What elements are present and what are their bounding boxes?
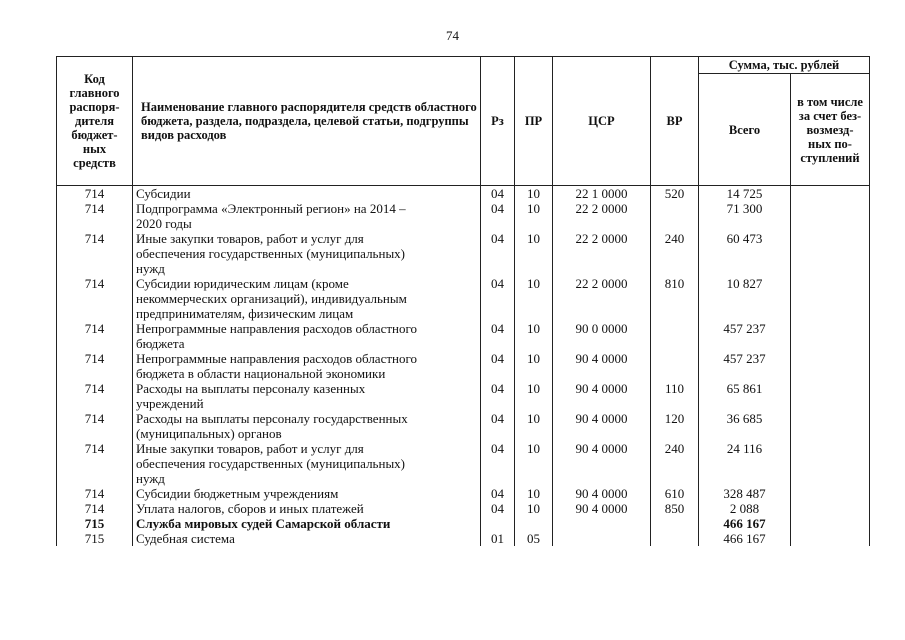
header-csr: ЦСР [553,57,651,186]
cell-total: 466 167 [699,516,791,531]
cell-vr [651,321,699,351]
cell-total: 457 237 [699,321,791,351]
cell-grants [791,516,870,531]
cell-name: Расходы на выплаты персоналу государственных (муниципальных) органов [133,411,481,441]
cell-csr: 22 2 0000 [553,231,651,276]
cell-name: Иные закупки товаров, работ и услуг для обеспечения государственных (муниципальных) нужд [133,231,481,276]
cell-vr [651,201,699,231]
cell-pr: 10 [515,381,553,411]
cell-total: 60 473 [699,231,791,276]
cell-vr: 810 [651,276,699,321]
table-row [57,441,870,486]
cell-code: 714 [57,486,133,501]
cell-total: 10 827 [699,276,791,321]
cell-csr: 90 4 0000 [553,441,651,486]
header-vr: ВР [651,57,699,186]
cell-code: 714 [57,201,133,231]
table-row [57,531,870,546]
cell-csr: 90 0 0000 [553,321,651,351]
budget-table [56,56,870,546]
cell-rz: 04 [481,201,515,231]
table-row [57,186,870,202]
cell-grants [791,276,870,321]
cell-vr [651,516,699,531]
cell-pr: 10 [515,486,553,501]
cell-vr: 240 [651,231,699,276]
cell-csr: 90 4 0000 [553,486,651,501]
cell-code: 715 [57,516,133,531]
cell-vr: 850 [651,501,699,516]
cell-grants [791,531,870,546]
cell-grants [791,441,870,486]
cell-total: 71 300 [699,201,791,231]
cell-pr: 10 [515,441,553,486]
cell-rz: 04 [481,501,515,516]
cell-grants [791,486,870,501]
cell-csr [553,531,651,546]
cell-code: 714 [57,441,133,486]
cell-rz: 04 [481,231,515,276]
cell-total: 457 237 [699,351,791,381]
cell-name: Иные закупки товаров, работ и услуг для обеспечения государственных (муниципальных) нужд [133,441,481,486]
cell-grants [791,201,870,231]
cell-pr: 05 [515,531,553,546]
cell-code: 714 [57,321,133,351]
cell-name: Уплата налогов, сборов и иных платежей [133,501,481,516]
cell-csr: 90 4 0000 [553,411,651,441]
cell-total: 466 167 [699,531,791,546]
cell-pr: 10 [515,231,553,276]
cell-grants [791,381,870,411]
cell-total: 328 487 [699,486,791,501]
cell-code: 714 [57,381,133,411]
cell-rz: 04 [481,441,515,486]
header-rz: Рз [481,57,515,186]
cell-pr [515,516,553,531]
cell-name: Непрограммные направления расходов областного бюджета в области национальной экономики [133,351,481,381]
cell-pr: 10 [515,411,553,441]
cell-rz: 04 [481,186,515,202]
cell-pr: 10 [515,186,553,202]
table-row [57,501,870,516]
cell-rz: 04 [481,381,515,411]
cell-pr: 10 [515,201,553,231]
table-row [57,351,870,381]
cell-pr: 10 [515,321,553,351]
cell-name: Субсидии [133,186,481,202]
cell-name: Непрограммные направления расходов областного бюджета [133,321,481,351]
cell-rz: 04 [481,351,515,381]
cell-vr [651,531,699,546]
cell-total: 65 861 [699,381,791,411]
cell-rz [481,516,515,531]
table-row [57,231,870,276]
cell-code: 715 [57,531,133,546]
cell-rz: 04 [481,486,515,501]
cell-rz: 04 [481,321,515,351]
cell-code: 714 [57,351,133,381]
cell-rz: 04 [481,411,515,441]
page-number: 74 [446,28,459,43]
table-row [57,321,870,351]
header-sum: Сумма, тыс. рублей [699,57,870,74]
header-total: Всего [699,74,791,186]
table-row [57,486,870,501]
cell-code: 714 [57,276,133,321]
cell-grants [791,411,870,441]
cell-vr: 610 [651,486,699,501]
cell-vr: 110 [651,381,699,411]
cell-csr: 22 2 0000 [553,276,651,321]
header-grants: в том числе за счет без- возмезд- ных по- ступлений [791,74,870,186]
cell-name: Расходы на выплаты персоналу казенных учреждений [133,381,481,411]
cell-grants [791,501,870,516]
cell-code: 714 [57,411,133,441]
cell-grants [791,351,870,381]
cell-code: 714 [57,501,133,516]
table-row [57,276,870,321]
header-name: Наименование главного распорядителя средств областного бюджета, раздела, подраздела, целевой статьи, подгруппы видов расходов [133,57,481,186]
cell-csr: 22 2 0000 [553,201,651,231]
cell-csr: 90 4 0000 [553,381,651,411]
table-row [57,411,870,441]
cell-grants [791,186,870,202]
cell-vr [651,351,699,381]
cell-grants [791,231,870,276]
cell-rz: 04 [481,276,515,321]
cell-name: Субсидии бюджетным учреждениям [133,486,481,501]
cell-pr: 10 [515,501,553,516]
table-row [57,516,870,531]
cell-total: 24 116 [699,441,791,486]
cell-csr: 90 4 0000 [553,501,651,516]
cell-pr: 10 [515,351,553,381]
cell-total: 2 088 [699,501,791,516]
cell-name: Судебная система [133,531,481,546]
header-pr: ПР [515,57,553,186]
cell-code: 714 [57,186,133,202]
cell-vr: 120 [651,411,699,441]
cell-code: 714 [57,231,133,276]
cell-name: Служба мировых судей Самарской области [133,516,481,531]
table-row [57,381,870,411]
cell-pr: 10 [515,276,553,321]
cell-name: Субсидии юридическим лицам (кроме некоммерческих организаций), индивидуальным предпринимателям, физическим лицам [133,276,481,321]
cell-grants [791,321,870,351]
cell-vr: 240 [651,441,699,486]
cell-name: Подпрограмма «Электронный регион» на 2014 – 2020 годы [133,201,481,231]
table-row [57,201,870,231]
cell-vr: 520 [651,186,699,202]
cell-csr: 90 4 0000 [553,351,651,381]
cell-rz: 01 [481,531,515,546]
header-code: Код главного распоря- дителя бюджет- ных средств [57,57,133,186]
cell-csr [553,516,651,531]
cell-total: 14 725 [699,186,791,202]
cell-total: 36 685 [699,411,791,441]
cell-csr: 22 1 0000 [553,186,651,202]
